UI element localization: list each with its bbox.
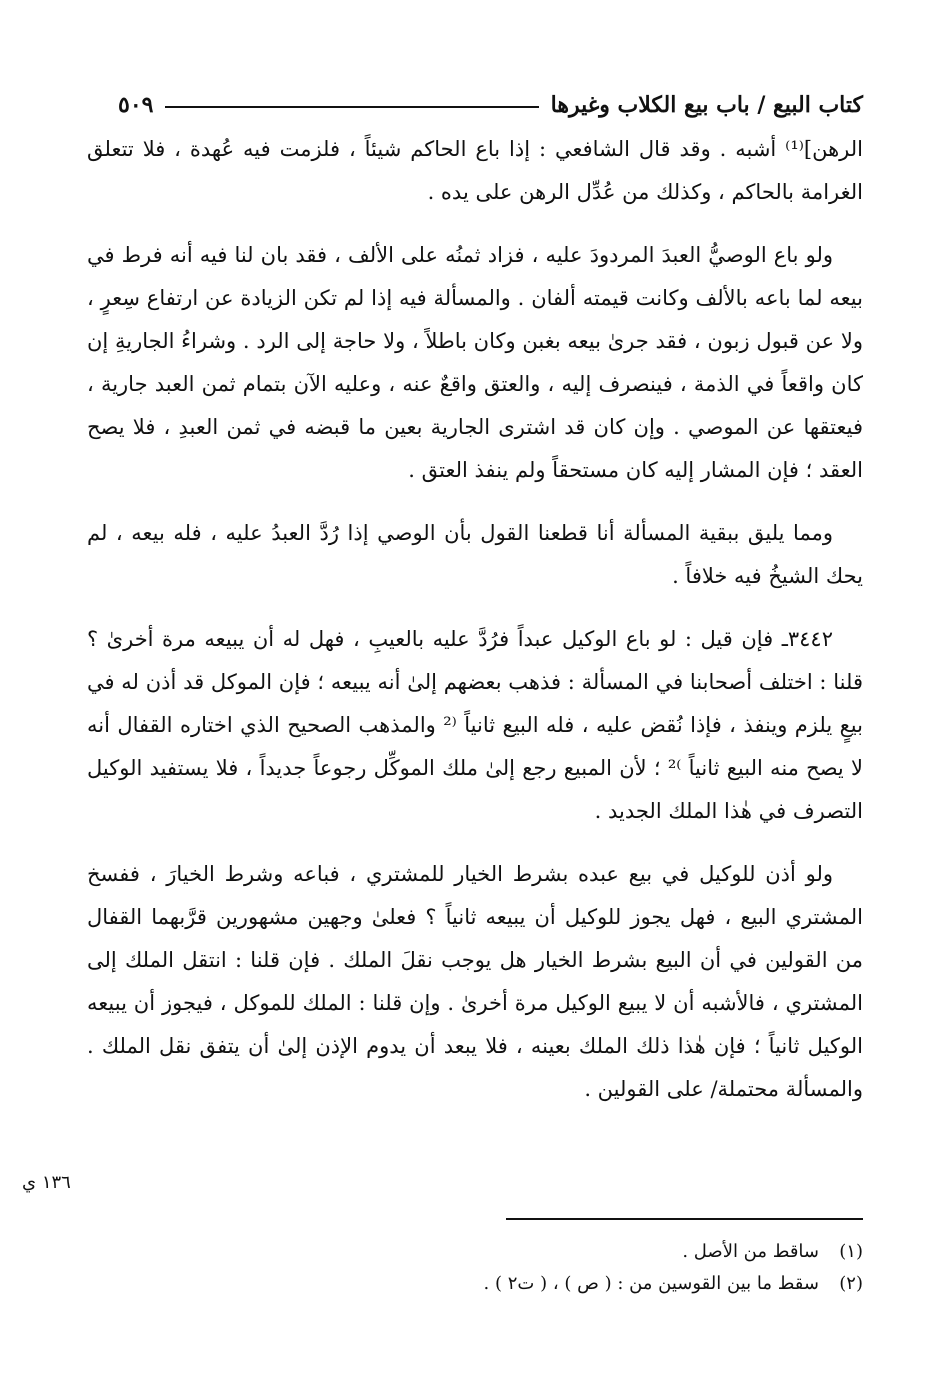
paragraph-3: ومما يليق ببقية المسألة أنا قطعنا القول بأن الوصي إذا رُدَّ العبدُ عليه ، فله بيعه ، لم يحك الشيخُ فيه خلافاً . bbox=[87, 521, 863, 588]
paragraph-4: ٣٤٤٢ـ فإن قيل : لو باع الوكيل عبداً فرُدَّ عليه بالعيبِ ، فهل له أن يبيعه مرة أخرىٰ ؟ قلنا : اختلف أصحابنا في المسألة : فذهب بعضهم إلىٰ أنه يبيعه ؛ فإن الموكل قد أذن له في بيعٍ يلزم وينفذ ، فإذا نُقض عليه ، فله البيع ثانياً ⁽² والمذهب الصحيح الذي اختاره القفال أنه لا يصح منه البيع ثانياً ⁾² ؛ لأن المبيع رجع إلىٰ ملك الموكِّل رجوعاً جديداً ، فلا يستفيد الوكيل التصرف في هٰذا الملك الجديد . bbox=[87, 627, 863, 823]
main-text bbox=[87, 128, 863, 1111]
paragraph-2: ولو باع الوصيُّ العبدَ المردودَ عليه ، فزاد ثمنُه على الألف ، فقد بان لنا فيه أنه فرط في بيعه لما باعه بالألف وكانت قيمته ألفان . والمسألة فيه إذا لم تكن الزيادة عن ارتفاع سِعرٍ ، ولا عن قبول زبون ، فقد جرىٰ بيعه بغبن وكان باطلاً ، ولا حاجة إلى الرد . وشراءُ الجاريةِ إن كان واقعاً في الذمة ، فينصرف إليه ، والعتق واقعٌ عنه ، وعليه الآن بتمام ثمن العبد جارية ، فيعتقها عن الموصي . وإن كان قد اشترى الجارية بعين ما قبضه في ثمن العبدِ ، فلا يصح العقد ؛ فإن المشار إليه كان مستحقاً ولم ينفذ العتق . bbox=[87, 243, 863, 482]
footnote-2 bbox=[87, 1268, 863, 1300]
footnotes bbox=[87, 1236, 863, 1300]
footnote-text: سقط ما بين القوسين من : ( ص ) ، ( ت٢ ) . bbox=[483, 1273, 819, 1294]
page-number: ٥٠٩ bbox=[118, 92, 154, 118]
paragraph-5: ولو أذن للوكيل في بيع عبده بشرط الخيار للمشتري ، فباعه وشرط الخيارَ ، ففسخ المشتري البيع ، فهل يجوز للوكيل أن يبيعه ثانياً ؟ فعلىٰ وجهين مشهورين قرَّبهما القفال من القولين في أن البيع بشرط الخيار هل يوجب نقلَ الملك . فإن قلنا : انتقل الملك إلى المشتري ، فالأشبه أن لا يبيع الوكيل مرة أخرىٰ . وإن قلنا : الملك للموكل ، فيجوز أن يبيعه الوكيل ثانياً ؛ فإن هٰذا ذلك الملك بعينه ، فلا يبعد أن يدوم الإذن إلىٰ أن يتفق نقل الملك . والمسألة محتملة/ على القولين . bbox=[87, 862, 863, 1101]
footnote-1 bbox=[87, 1236, 863, 1268]
footnote-separator bbox=[506, 1218, 863, 1220]
footnote-text: ساقط من الأصل . bbox=[682, 1241, 819, 1262]
running-header bbox=[118, 78, 863, 118]
footnote-number: (٢) bbox=[839, 1273, 863, 1294]
header-rule bbox=[165, 106, 538, 108]
margin-manuscript-note: ١٣٦ ي bbox=[22, 1172, 71, 1193]
paragraph-1: الرهن]⁽¹⁾ أشبه . وقد قال الشافعي : إذا باع الحاكم شيئاً ، فلزمت فيه عُهدة ، فلا تتعلق الغرامة بالحاكم ، وكذلك من عُدِّل الرهن على يده . bbox=[87, 137, 863, 204]
footnote-number: (١) bbox=[839, 1241, 863, 1262]
header-title: كتاب البيع / باب بيع الكلاب وغيرها bbox=[550, 92, 863, 118]
